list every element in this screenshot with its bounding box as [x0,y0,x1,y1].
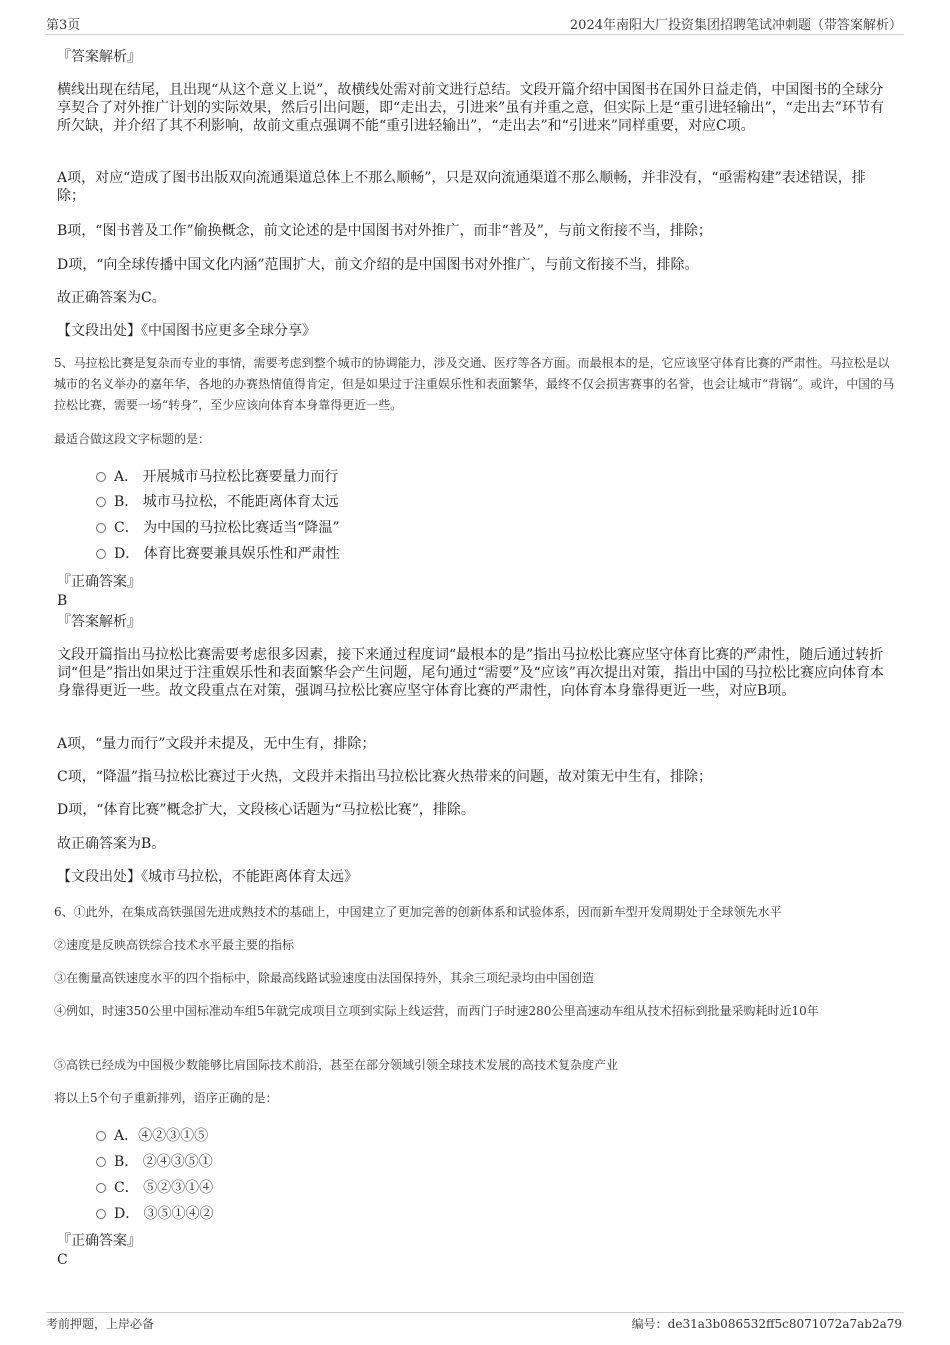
page-footer [46,1312,904,1331]
q6-sentence-2: ②速度是反映高铁综合技术水平最主要的指标 [54,938,295,952]
q4-analysis-option-b: B项，“图书普及工作”偷换概念，前文论述的是中国图书对外推广，而非“普及”，与前文衔接不当，排除； [57,223,712,239]
radio-icon[interactable] [96,1209,106,1219]
q6-sentence-1: 6、①此外，在集成高铁强国先进成熟技术的基础上，中国建立了更加完善的创新体系和试验体系，因而新车型开发周期处于全球领先水平 [54,905,782,919]
q5-option-c-label: C． 为中国的马拉松比赛适当“降温” [114,520,340,536]
q5-option-d-label: D． 体育比赛要兼具娱乐性和严肃性 [114,546,340,562]
footer-slogan: 考前押题，上岸必备 [46,1317,155,1331]
q4-answer-conclusion: 故正确答案为C。 [57,290,166,306]
q5-analysis-paragraph: 文段开篇指出马拉松比赛需要考虑很多因素，接下来通过程度词“最根本的是”指出马拉松比赛应坚守体育比赛的严肃性，随后通过转折词“但是”指出如果过于注重娱乐性和表面繁华会产生问题，尾句通过“需要”及“应该”再次提出对策，指出中国的马拉松比赛应向体育本身靠得更近一些。故文段重点在对策，强调马拉松比赛应坚守体育比赛的严肃性，向体育本身靠得更近一些，对应B项。 [57,647,884,699]
q5-analysis-heading: 『答案解析』 [57,614,141,630]
q5-answer: B [57,593,68,609]
radio-icon[interactable] [96,549,106,559]
q6-option-c-label: C． ⑤②③①④ [114,1180,214,1196]
q5-analysis-option-a: A项，“量力而行”文段并未提及，无中生有，排除； [57,736,376,752]
radio-icon[interactable] [96,1131,106,1141]
q4-source: 【文段出处】《中国图书应更多全球分享》 [57,323,316,339]
radio-icon[interactable] [96,523,106,533]
q4-analysis-paragraph: 横线出现在结尾，且出现“从这个意义上说”，故横线处需对前文进行总结。文段开篇介绍中国图书在国外日益走俏，中国图书的全球分享契合了对外推广计划的实际效果，然后引出问题，即“走出去，引进来”虽有并重之意，但实际上是“重引进轻输出”，“走出去”环节有所欠缺，并介绍了其不利影响，故前文重点强调不能“重引进轻输出”，“走出去”和“引进来”同样重要，对应C项。 [57,82,884,134]
q6-option-d[interactable] [96,1205,214,1223]
q6-question: 将以上5个句子重新排列，语序正确的是： [54,1091,278,1105]
q5-analysis-option-c: C项，“降温”指马拉松比赛过于火热，文段并未指出马拉松比赛火热带来的问题，故对策无中生有，排除； [57,769,713,785]
q5-option-d[interactable] [96,545,340,563]
q6-option-b[interactable] [96,1153,213,1171]
q4-analysis-option-a: A项，对应“造成了图书出版双向流通渠道总体上不那么顺畅”，只是双向流通渠道不那么顺畅，并非没有，“亟需构建”表述错误，排除； [57,170,866,204]
q6-option-c[interactable] [96,1179,213,1197]
q4-analysis-heading: 『答案解析』 [57,49,141,65]
q4-analysis-option-d: D项，“向全球传播中国文化内涵”范围扩大，前文介绍的是中国图书对外推广，与前文衔接不当，排除。 [57,257,699,273]
radio-icon[interactable] [96,1157,106,1167]
document-title: 2024年南阳大厂投资集团招聘笔试冲刺题（带答案解析） [569,18,902,33]
q5-source: 【文段出处】《城市马拉松，不能距离体育太远》 [57,869,358,885]
q6-sentence-3: ③在衡量高铁速度水平的四个指标中，除最高线路试验速度由法国保持外，其余三项纪录均由中国创造 [54,971,595,985]
q5-answer-heading: 『正确答案』 [57,574,141,590]
q5-option-b[interactable] [96,493,339,511]
q6-option-a-label: A．④②③①⑤ [114,1128,209,1144]
q6-answer-heading: 『正确答案』 [57,1233,141,1249]
q6-sentence-5: ⑤高铁已经成为中国极少数能够比肩国际技术前沿，甚至在部分领域引领全球技术发展的高技术复杂度产业 [54,1058,619,1072]
q6-option-d-label: D． ③⑤①④② [114,1206,214,1222]
q5-option-a[interactable] [96,468,339,486]
q5-option-b-label: B． 城市马拉松，不能距离体育太远 [114,494,339,510]
page-number: 第3页 [46,18,81,33]
q6-sentence-4: ④例如，时速350公里中国标准动车组5年就完成项目立项到实际上线运营，而西门子时速280公里高速动车组从技术招标到批量采购耗时近10年 [54,1004,819,1018]
q5-question: 最适合做这段文字标题的是： [54,432,211,446]
q6-option-a[interactable] [96,1127,208,1145]
radio-icon[interactable] [96,1183,106,1193]
q5-option-a-label: A． 开展城市马拉松比赛要量力而行 [114,469,339,485]
q6-option-b-label: B． ②④③⑤① [114,1154,213,1170]
q5-option-c[interactable] [96,519,339,537]
page-header [46,14,904,35]
q5-stem: 5、马拉松比赛是复杂而专业的事情，需要考虑到整个城市的协调能力，涉及交通、医疗等各方面。而最根本的是，它应该坚守体育比赛的严肃性。马拉松是以城市的名义举办的嘉年华，各地的办赛热情值得肯定，但是如果过于注重娱乐性和表面繁华，最终不仅会损害赛事的名誉，也会让城市“背锅”。或许，中国的马拉松比赛，需要一场“转身”，至少应该向体育本身靠得更近一些。 [54,356,895,412]
q5-answer-conclusion: 故正确答案为B。 [57,836,166,852]
q6-answer: C [57,1252,68,1268]
q5-analysis-option-d: D项，“体育比赛”概念扩大，文段核心话题为“马拉松比赛”，排除。 [57,802,475,818]
radio-icon[interactable] [96,472,106,482]
radio-icon[interactable] [96,497,106,507]
document-id: 编号：de31a3b086532ff5c8071072a7ab2a79 [631,1317,902,1331]
